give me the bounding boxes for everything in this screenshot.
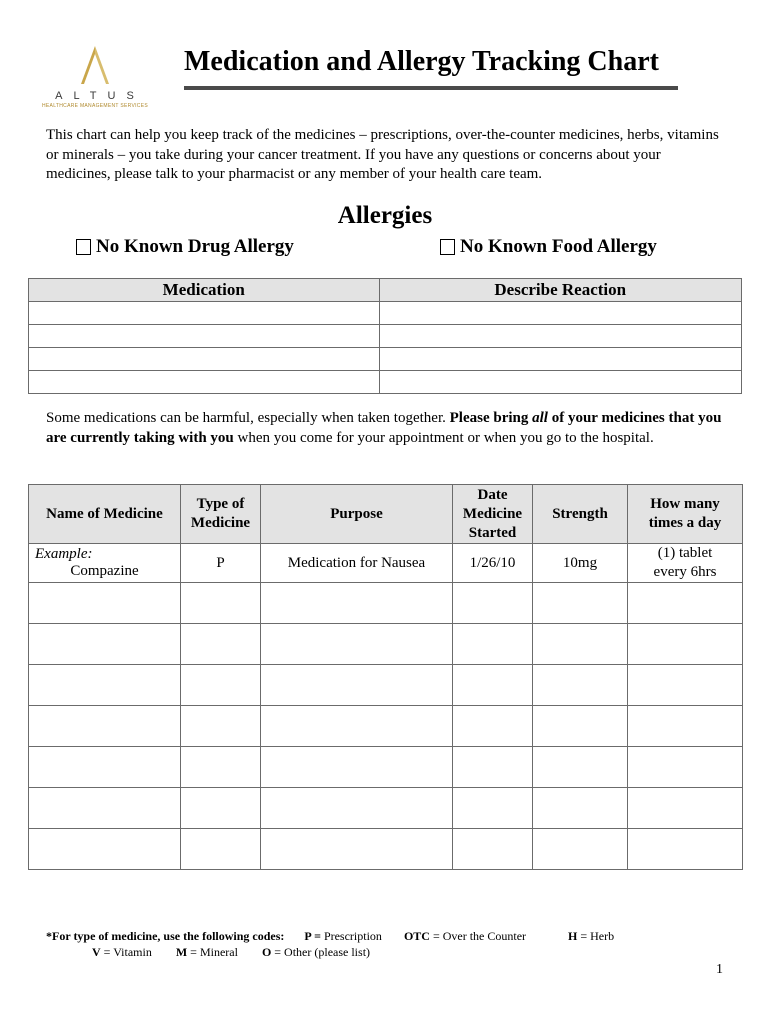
medicine-strength-cell[interactable]: [533, 665, 628, 706]
no-food-allergy-label: No Known Food Allergy: [460, 236, 657, 257]
medicine-purpose-cell[interactable]: [261, 829, 453, 870]
medicine-purpose-cell[interactable]: [261, 583, 453, 624]
legend-meaning-otc: = Over the Counter: [429, 929, 527, 943]
medicine-table: [28, 484, 743, 870]
legend-code-m: M: [175, 945, 188, 959]
example-medicine-name: Compazine: [70, 563, 139, 579]
medicine-name-cell[interactable]: [29, 706, 181, 747]
medicine-purpose-cell[interactable]: [261, 665, 453, 706]
medicine-strength-cell[interactable]: [533, 706, 628, 747]
legend-code-o: O: [261, 945, 272, 959]
page-number: 1: [716, 962, 723, 977]
medicine-strength-cell[interactable]: [533, 829, 628, 870]
medicine-date-started-cell[interactable]: [453, 624, 533, 665]
medicine-date-started-cell[interactable]: [453, 747, 533, 788]
column-header-strength: Strength: [533, 485, 628, 544]
allergy-row: [29, 325, 742, 348]
medicine-name-cell[interactable]: [29, 624, 181, 665]
medicine-type-cell[interactable]: [181, 583, 261, 624]
medicine-name-cell[interactable]: [29, 829, 181, 870]
medicine-date-started-cell[interactable]: [453, 583, 533, 624]
intro-paragraph: This chart can help you keep track of the medicines – prescriptions, over-the-counter medicines, herbs, vitamins or minerals – you take during your cancer treatment. If you have any questions or concerns about your medicines, please talk to your pharmacist or any member of your health care team.: [46, 127, 719, 182]
medicine-strength-cell[interactable]: [533, 583, 628, 624]
medicine-type-cell[interactable]: [181, 665, 261, 706]
legend-code-p: P =: [304, 929, 321, 943]
allergy-reaction-cell[interactable]: [379, 371, 741, 394]
example-row: [29, 544, 743, 583]
example-frequency: (1) tablet every 6hrs: [628, 544, 743, 583]
column-header-medication: Medication: [29, 279, 380, 302]
legend-line-1: [46, 928, 746, 944]
no-drug-allergy-label: No Known Drug Allergy: [96, 236, 294, 257]
legend-code-otc: OTC: [403, 929, 430, 943]
example-strength: 10mg: [533, 544, 628, 583]
column-header-type: Type of Medicine: [181, 485, 261, 544]
medicine-frequency-cell[interactable]: [628, 665, 743, 706]
allergy-medication-cell[interactable]: [29, 325, 380, 348]
no-drug-allergy-option[interactable]: [76, 236, 294, 258]
medicine-name-cell[interactable]: [29, 665, 181, 706]
column-header-purpose: Purpose: [261, 485, 453, 544]
medicine-frequency-cell[interactable]: [628, 624, 743, 665]
no-food-allergy-option[interactable]: [440, 236, 657, 258]
allergy-row: [29, 348, 742, 371]
medicine-type-cell[interactable]: [181, 624, 261, 665]
medicine-type-cell[interactable]: [181, 747, 261, 788]
medicine-date-started-cell[interactable]: [453, 788, 533, 829]
medicine-frequency-cell[interactable]: [628, 583, 743, 624]
allergy-medication-cell[interactable]: [29, 348, 380, 371]
allergy-table: [28, 278, 742, 394]
medicine-row: [29, 706, 743, 747]
allergy-reaction-cell[interactable]: [379, 302, 741, 325]
medicine-type-cell[interactable]: [181, 706, 261, 747]
legend-meaning-p: Prescription: [320, 929, 382, 943]
allergy-row: [29, 371, 742, 394]
medicine-type-legend: [46, 928, 746, 960]
logo-tagline: HEALTHCARE MANAGEMENT SERVICES: [42, 103, 148, 109]
medicine-name-cell[interactable]: [29, 788, 181, 829]
allergy-medication-cell[interactable]: [29, 302, 380, 325]
allergy-reaction-cell[interactable]: [379, 325, 741, 348]
medicine-name-cell[interactable]: [29, 747, 181, 788]
allergy-medication-cell[interactable]: [29, 371, 380, 394]
medicine-row: [29, 829, 743, 870]
medicine-frequency-cell[interactable]: [628, 706, 743, 747]
page-title: Medication and Allergy Tracking Chart: [184, 46, 659, 77]
no-food-allergy-checkbox[interactable]: [440, 239, 455, 255]
notice-emphasis: Please bring all of your medicines that you are currently taking with you: [46, 410, 722, 446]
notice-text: Some medications can be harmful, especially when taken together.: [46, 410, 450, 426]
column-header-date-started: Date Medicine Started: [453, 485, 533, 544]
medicine-row: [29, 788, 743, 829]
legend-meaning-v: = Vitamin: [100, 945, 152, 959]
medicine-strength-cell[interactable]: [533, 747, 628, 788]
no-drug-allergy-checkbox[interactable]: [76, 239, 91, 255]
medicine-frequency-cell[interactable]: [628, 788, 743, 829]
allergy-reaction-cell[interactable]: [379, 348, 741, 371]
medicine-purpose-cell[interactable]: [261, 747, 453, 788]
medicine-strength-cell[interactable]: [533, 624, 628, 665]
medicine-frequency-cell[interactable]: [628, 747, 743, 788]
title-underline: [184, 86, 678, 90]
medicine-name-cell[interactable]: [29, 583, 181, 624]
legend-intro: *For type of medicine, use the following codes:: [46, 929, 285, 943]
medicine-purpose-cell[interactable]: [261, 788, 453, 829]
column-header-frequency: How many times a day: [628, 485, 743, 544]
legend-meaning-o: = Other (please list): [271, 945, 371, 959]
example-name-cell: [29, 544, 181, 583]
medicine-date-started-cell[interactable]: [453, 706, 533, 747]
altus-logo: [36, 44, 154, 122]
allergy-row: [29, 302, 742, 325]
medicine-row: [29, 747, 743, 788]
medicine-type-cell[interactable]: [181, 829, 261, 870]
legend-meaning-h: = Herb: [577, 929, 615, 943]
bring-medicines-notice: [46, 408, 726, 448]
logo-wordmark: ALTUS: [55, 90, 145, 102]
legend-code-h: H: [568, 929, 578, 943]
column-header-name: Name of Medicine: [29, 485, 181, 544]
example-type: P: [181, 544, 261, 583]
medicine-row: [29, 624, 743, 665]
medicine-type-cell[interactable]: [181, 788, 261, 829]
legend-line-2: [46, 944, 746, 960]
altus-peak-icon: [75, 44, 115, 86]
column-header-reaction: Describe Reaction: [379, 279, 741, 302]
legend-code-v: V: [92, 945, 101, 959]
example-purpose: Medication for Nausea: [261, 544, 453, 583]
legend-meaning-m: = Mineral: [187, 945, 238, 959]
medicine-date-started-cell[interactable]: [453, 665, 533, 706]
medicine-row: [29, 583, 743, 624]
example-label: Example:: [35, 546, 93, 562]
medicine-date-started-cell[interactable]: [453, 829, 533, 870]
notice-text-end: when you come for your appointment or when you go to the hospital.: [233, 430, 654, 446]
example-date-started: 1/26/10: [453, 544, 533, 583]
medicine-purpose-cell[interactable]: [261, 624, 453, 665]
allergies-heading: Allergies: [337, 202, 433, 229]
medicine-frequency-cell[interactable]: [628, 829, 743, 870]
medicine-strength-cell[interactable]: [533, 788, 628, 829]
medicine-row: [29, 665, 743, 706]
medicine-purpose-cell[interactable]: [261, 706, 453, 747]
